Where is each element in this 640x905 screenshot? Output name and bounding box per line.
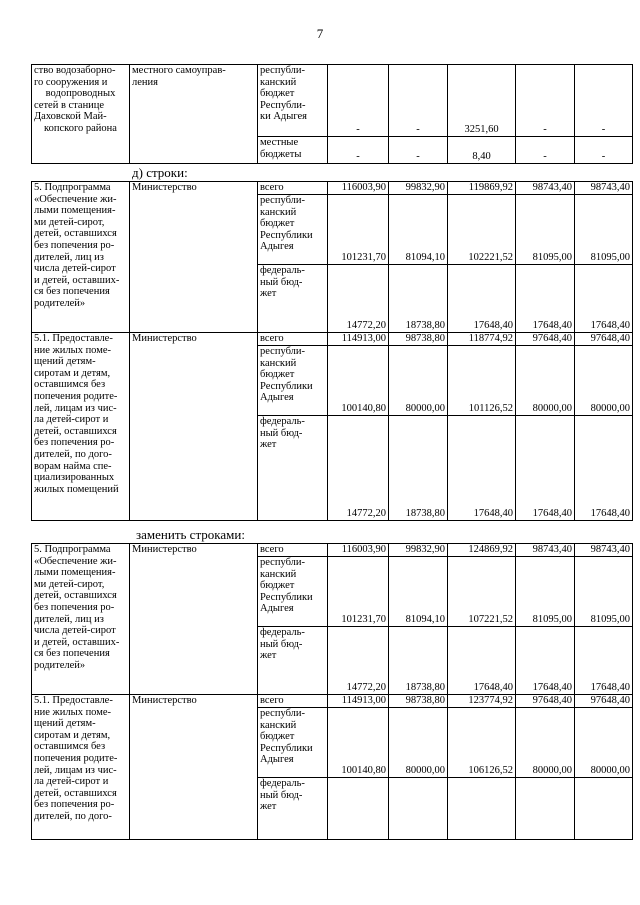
responsible-cell — [130, 65, 258, 164]
source-line: бюджет — [260, 580, 295, 592]
value-cell: 119869,92 — [448, 182, 516, 195]
value-cell: 17648,40 — [575, 265, 633, 333]
value-cell — [575, 778, 633, 840]
value-cell: 101231,70 — [328, 195, 389, 265]
source-line: Республики — [260, 380, 313, 392]
name-line: детей, оставшихся — [34, 228, 117, 240]
value-cell: 97648,40 — [516, 695, 575, 708]
name-line: сиротам и детям, — [34, 729, 111, 741]
responsible-cell: Министерство — [130, 695, 258, 840]
source-line: бюджет — [260, 218, 295, 230]
name-line: сиротам и детям, — [34, 367, 111, 379]
value-cell: 123774,92 — [448, 695, 516, 708]
program-name-cell — [32, 65, 130, 164]
name-line: оставшимся без — [34, 379, 106, 391]
source-line: канский — [260, 568, 297, 580]
name-line: лей, лицам из чис- — [34, 764, 117, 776]
value-cell: 81094,10 — [389, 557, 448, 627]
value-cell: 81095,00 — [575, 195, 633, 265]
source-line: ный бюд- — [260, 276, 303, 288]
value-cell: 98738,80 — [389, 333, 448, 346]
value-cell: 118774,92 — [448, 333, 516, 346]
table-row — [32, 65, 633, 137]
value-cell: 101126,52 — [448, 346, 516, 416]
name-line: ми детей-сирот, — [34, 216, 105, 228]
funding-source-cell — [258, 182, 328, 195]
value-cell: 99832,90 — [389, 544, 448, 557]
name-line: попечения родите- — [34, 752, 118, 764]
value-cell: 114913,00 — [328, 333, 389, 346]
name-line: лыми помещения- — [34, 205, 116, 217]
name-line: ла детей-сирот и — [34, 414, 109, 426]
value-cell: 17648,40 — [448, 265, 516, 333]
table-row — [32, 695, 633, 708]
name-line: лей, лицам из чис- — [34, 402, 117, 414]
source-line: республи- — [260, 195, 305, 206]
name-line: без попечения ро- — [34, 601, 115, 613]
name-line: водопроводных — [45, 88, 116, 100]
funding-source-cell — [258, 346, 328, 416]
source-line: федераль- — [260, 416, 305, 427]
page-number: 7 — [316, 26, 324, 41]
name-line: дителей, лиц из — [34, 613, 104, 625]
source-line: республи- — [260, 65, 305, 76]
source-line: бюджеты — [260, 148, 302, 160]
funding-source-cell — [258, 65, 328, 137]
source-line: бюджет — [260, 369, 295, 381]
source-line: Адыгея — [260, 392, 294, 404]
value-cell — [516, 778, 575, 840]
source-line: канский — [260, 76, 297, 88]
name-line: без попечения ро- — [34, 437, 115, 449]
name-line: щений детям- — [34, 718, 96, 730]
value-cell: 98743,40 — [516, 544, 575, 557]
value-cell: 18738,80 — [389, 416, 448, 521]
program-name-cell — [32, 182, 130, 333]
source-line: Республики — [260, 742, 313, 754]
responsible-cell: Министерство — [130, 544, 258, 695]
source-line: канский — [260, 719, 297, 731]
name-line: «Обеспечение жи- — [34, 193, 117, 205]
name-line: 5. Подпрограмма — [34, 544, 111, 555]
value-cell: - — [516, 137, 575, 164]
name-line: дителей, по дого- — [34, 448, 112, 460]
program-name-cell — [32, 544, 130, 695]
value-cell: 17648,40 — [516, 627, 575, 695]
value-cell: 107221,52 — [448, 557, 516, 627]
table-row — [32, 544, 633, 557]
value-cell: 17648,40 — [448, 627, 516, 695]
value-cell: 3251,60 — [448, 65, 516, 137]
funding-source-cell — [258, 137, 328, 164]
funding-source-cell — [258, 195, 328, 265]
funding-source-cell — [258, 416, 328, 521]
name-line: ся без попечения — [34, 286, 110, 298]
name-line: ворам найма спе- — [34, 460, 112, 472]
value-cell: - — [389, 137, 448, 164]
value-cell: 102221,52 — [448, 195, 516, 265]
source-line: жет — [260, 650, 277, 662]
value-cell: 114913,00 — [328, 695, 389, 708]
new-rows-table — [31, 543, 633, 840]
funding-source-cell — [258, 695, 328, 708]
name-line: 5.1. Предоставле- — [34, 333, 113, 344]
resp-line: ления — [132, 76, 158, 88]
value-cell: 80000,00 — [575, 708, 633, 778]
name-line: родителей» — [34, 659, 86, 671]
name-line: оставшимся без — [34, 741, 106, 753]
resp-line: местного самоуправ- — [132, 65, 226, 76]
top-table — [31, 64, 633, 164]
source-line: всего — [260, 544, 284, 555]
value-cell: 81095,00 — [516, 557, 575, 627]
name-line: детей, оставшихся — [34, 590, 117, 602]
name-line: жилых помещений — [34, 483, 119, 495]
value-cell: 81095,00 — [516, 195, 575, 265]
value-cell: 100140,80 — [328, 346, 389, 416]
name-line: циализированных — [34, 472, 115, 484]
source-line: республи- — [260, 708, 305, 719]
name-line: 5. Подпрограмма — [34, 182, 111, 193]
value-cell: 17648,40 — [516, 265, 575, 333]
name-line: лыми помещения- — [34, 567, 116, 579]
value-cell: 17648,40 — [575, 627, 633, 695]
source-line: Адыгея — [260, 241, 294, 253]
value-cell: - — [516, 65, 575, 137]
value-cell: 99832,90 — [389, 182, 448, 195]
source-line: всего — [260, 182, 284, 193]
name-line: числа детей-сирот — [34, 625, 116, 637]
value-cell — [328, 778, 389, 840]
funding-source-cell — [258, 627, 328, 695]
value-cell: 14772,20 — [328, 627, 389, 695]
funding-source-cell — [258, 333, 328, 346]
value-cell: 80000,00 — [516, 708, 575, 778]
value-cell: 80000,00 — [389, 708, 448, 778]
name-line: детей, оставшихся — [34, 787, 117, 799]
value-cell: 100140,80 — [328, 708, 389, 778]
name-line: и детей, оставших- — [34, 636, 120, 648]
name-line: числа детей-сирот — [34, 263, 116, 275]
source-line: бюджет — [260, 88, 295, 100]
value-cell: 101231,70 — [328, 557, 389, 627]
value-cell: - — [328, 137, 389, 164]
source-line: Республики — [260, 591, 313, 603]
source-line: канский — [260, 357, 297, 369]
name-line: ние жилых поме- — [34, 706, 112, 718]
value-cell: 81095,00 — [575, 557, 633, 627]
value-cell: 98743,40 — [516, 182, 575, 195]
value-cell: 81094,10 — [389, 195, 448, 265]
table-row — [32, 333, 633, 346]
source-line: жет — [260, 801, 277, 813]
value-cell: - — [389, 65, 448, 137]
source-line: Республи- — [260, 99, 306, 111]
source-line: ный бюд- — [260, 638, 303, 650]
source-line: ный бюд- — [260, 789, 303, 801]
funding-source-cell — [258, 708, 328, 778]
responsible-cell: Министерство — [130, 182, 258, 333]
value-cell: 98743,40 — [575, 182, 633, 195]
name-line: щений детям- — [34, 356, 96, 368]
name-line: ние жилых поме- — [34, 344, 112, 356]
name-line: копского района — [44, 122, 117, 134]
value-cell: 18738,80 — [389, 627, 448, 695]
name-line: родителей» — [34, 297, 86, 309]
table-row — [32, 182, 633, 195]
heading-d-rows: д) строки: — [132, 165, 188, 180]
value-cell: 14772,20 — [328, 265, 389, 333]
value-cell: 17648,40 — [575, 416, 633, 521]
value-cell: 80000,00 — [516, 346, 575, 416]
source-line: Адыгея — [260, 603, 294, 615]
funding-source-cell — [258, 778, 328, 840]
name-line: сетей в станице — [34, 99, 105, 111]
value-cell: 116003,90 — [328, 182, 389, 195]
name-line: ство водозаборно- — [34, 65, 116, 76]
name-line: го сооружения и — [34, 76, 108, 88]
value-cell: - — [575, 137, 633, 164]
source-line: Адыгея — [260, 754, 294, 766]
value-cell: 98738,80 — [389, 695, 448, 708]
name-line: дителей, лиц из — [34, 251, 104, 263]
value-cell: - — [328, 65, 389, 137]
value-cell: 97648,40 — [575, 333, 633, 346]
program-name-cell — [32, 695, 130, 840]
value-cell: 124869,92 — [448, 544, 516, 557]
value-cell: 97648,40 — [516, 333, 575, 346]
value-cell: 17648,40 — [448, 416, 516, 521]
value-cell: 17648,40 — [516, 416, 575, 521]
name-line: «Обеспечение жи- — [34, 555, 117, 567]
value-cell: 97648,40 — [575, 695, 633, 708]
source-line: местные — [260, 137, 299, 148]
name-line: и детей, оставших- — [34, 274, 120, 286]
value-cell: 18738,80 — [389, 265, 448, 333]
source-line: канский — [260, 206, 297, 218]
value-cell: 8,40 — [448, 137, 516, 164]
value-cell: 14772,20 — [328, 416, 389, 521]
name-line: дителей, по дого- — [34, 810, 112, 822]
value-cell: 98743,40 — [575, 544, 633, 557]
value-cell: 116003,90 — [328, 544, 389, 557]
responsible-cell: Министерство — [130, 333, 258, 521]
value-cell — [448, 778, 516, 840]
value-cell: - — [575, 65, 633, 137]
source-line: всего — [260, 695, 284, 706]
source-line: федераль- — [260, 627, 305, 638]
name-line: ми детей-сирот, — [34, 578, 105, 590]
source-line: жет — [260, 288, 277, 300]
value-cell: 106126,52 — [448, 708, 516, 778]
name-line: 5.1. Предоставле- — [34, 695, 113, 706]
source-line: Республики — [260, 229, 313, 241]
source-line: ки Адыгея — [260, 111, 307, 123]
value-cell: 80000,00 — [575, 346, 633, 416]
heading-replace-rows: заменить строками: — [136, 527, 245, 542]
old-rows-table — [31, 181, 633, 521]
name-line: ла детей-сирот и — [34, 776, 109, 788]
source-line: всего — [260, 333, 284, 344]
source-line: федераль- — [260, 778, 305, 789]
source-line: ный бюд- — [260, 427, 303, 439]
source-line: республи- — [260, 557, 305, 568]
source-line: федераль- — [260, 265, 305, 276]
name-line: ся без попечения — [34, 648, 110, 660]
source-line: жет — [260, 439, 277, 451]
name-line: детей, оставшихся — [34, 425, 117, 437]
funding-source-cell — [258, 544, 328, 557]
funding-source-cell — [258, 265, 328, 333]
source-line: бюджет — [260, 731, 295, 743]
source-line: республи- — [260, 346, 305, 357]
name-line: без попечения ро- — [34, 239, 115, 251]
name-line: попечения родите- — [34, 390, 118, 402]
value-cell — [389, 778, 448, 840]
name-line: без попечения ро- — [34, 799, 115, 811]
name-line: Даховской Май- — [34, 111, 107, 123]
funding-source-cell — [258, 557, 328, 627]
program-name-cell — [32, 333, 130, 521]
value-cell: 80000,00 — [389, 346, 448, 416]
